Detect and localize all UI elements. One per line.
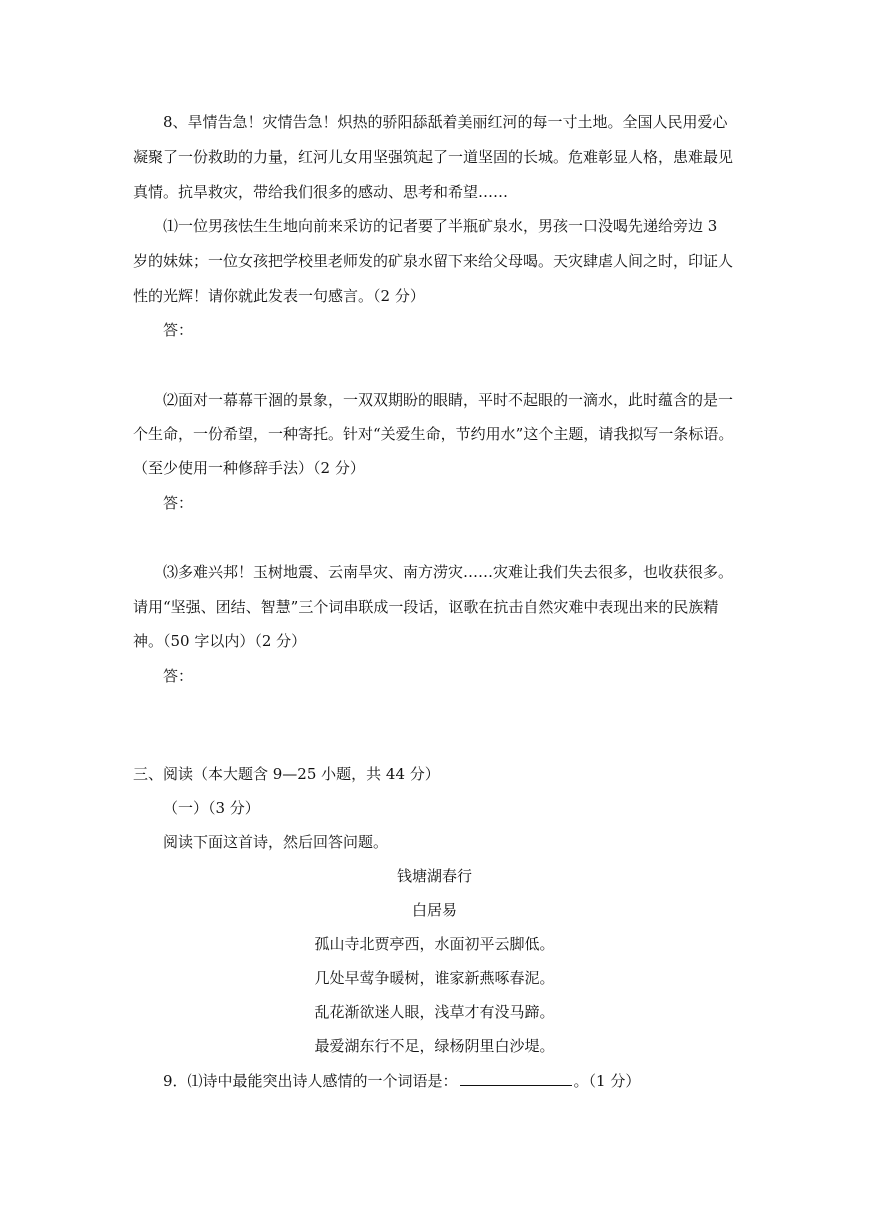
q8-answer3-label: 答：: [163, 667, 194, 685]
q8-sub3-line-2: 请用“坚强、团结、智慧”三个词串联成一段话，讴歌在抗击自然灾难中表现出来的民族精: [133, 598, 719, 616]
poem-line-3: 乱花渐欲迷人眼，浅草才有没马蹄。: [314, 1003, 555, 1021]
q8-sub1-line-1: ⑴一位男孩怯生生地向前来采访的记者要了半瓶矿泉水，男孩一口没喝先递给旁边 3: [163, 217, 718, 235]
q8-sub1-line-2: 岁的妹妹；一位女孩把学校里老师发的矿泉水留下来给父母喝。天灾肆虐人间之时，印证人: [133, 252, 734, 270]
q9-line: [163, 1070, 640, 1091]
q8-sub2-line-3: （至少使用一种修辞手法）（2 分）: [133, 459, 365, 477]
q8-answer1-label: 答：: [163, 321, 194, 339]
section3-instruction: 阅读下面这首诗，然后回答问题。: [163, 833, 389, 851]
q8-intro-line-3: 真情。抗旱救灾，带给我们很多的感动、思考和希望……: [133, 183, 509, 201]
q8-sub2-line-1: ⑵面对一幕幕干涸的景象，一双双期盼的眼睛，平时不起眼的一滴水，此时蕴含的是一: [163, 391, 734, 409]
q9-suffix: 。（1 分）: [573, 1072, 641, 1090]
poem-title: 钱塘湖春行: [396, 867, 472, 885]
q8-intro-line-2: 凝聚了一份救助的力量，红河儿女用坚强筑起了一道坚固的长城。危难彰显人格，患难最见: [133, 148, 734, 166]
q8-intro-line-1: 8、旱情告急！灾情告急！炽热的骄阳舔舐着美丽红河的每一寸土地。全国人民用爱心: [163, 113, 728, 131]
poem-line-1: 孤山寺北贾亭西，水面初平云脚低。: [314, 935, 555, 953]
poem-line-4: 最爱湖东行不足，绿杨阴里白沙堤。: [314, 1037, 555, 1055]
poem-author: 白居易: [411, 901, 457, 919]
q8-sub3-line-3: 神。（50 字以内）（2 分）: [133, 632, 307, 650]
q8-sub2-line-2: 个生命，一份希望，一种寄托。针对“关爱生命，节约用水”这个主题，请我拟写一条标语。: [133, 425, 734, 443]
q9-prefix: 9．⑴诗中最能突出诗人感情的一个词语是：: [163, 1072, 458, 1090]
q8-sub3-line-1: ⑶多难兴邦！玉树地震、云南旱灾、南方涝灾……灾难让我们失去很多，也收获很多。: [163, 563, 734, 581]
section3-heading: 三、阅读（本大题含 9—25 小题，共 44 分）: [133, 765, 440, 783]
q9-answer-blank[interactable]: [460, 1070, 572, 1086]
section3-part1-label: （一）（3 分）: [163, 799, 260, 817]
q8-answer2-label: 答：: [163, 494, 194, 512]
poem-line-2: 几处早莺争暖树，谁家新燕啄春泥。: [314, 969, 555, 987]
q8-sub1-line-3: 性的光辉！请你就此发表一句感言。（2 分）: [133, 287, 425, 305]
